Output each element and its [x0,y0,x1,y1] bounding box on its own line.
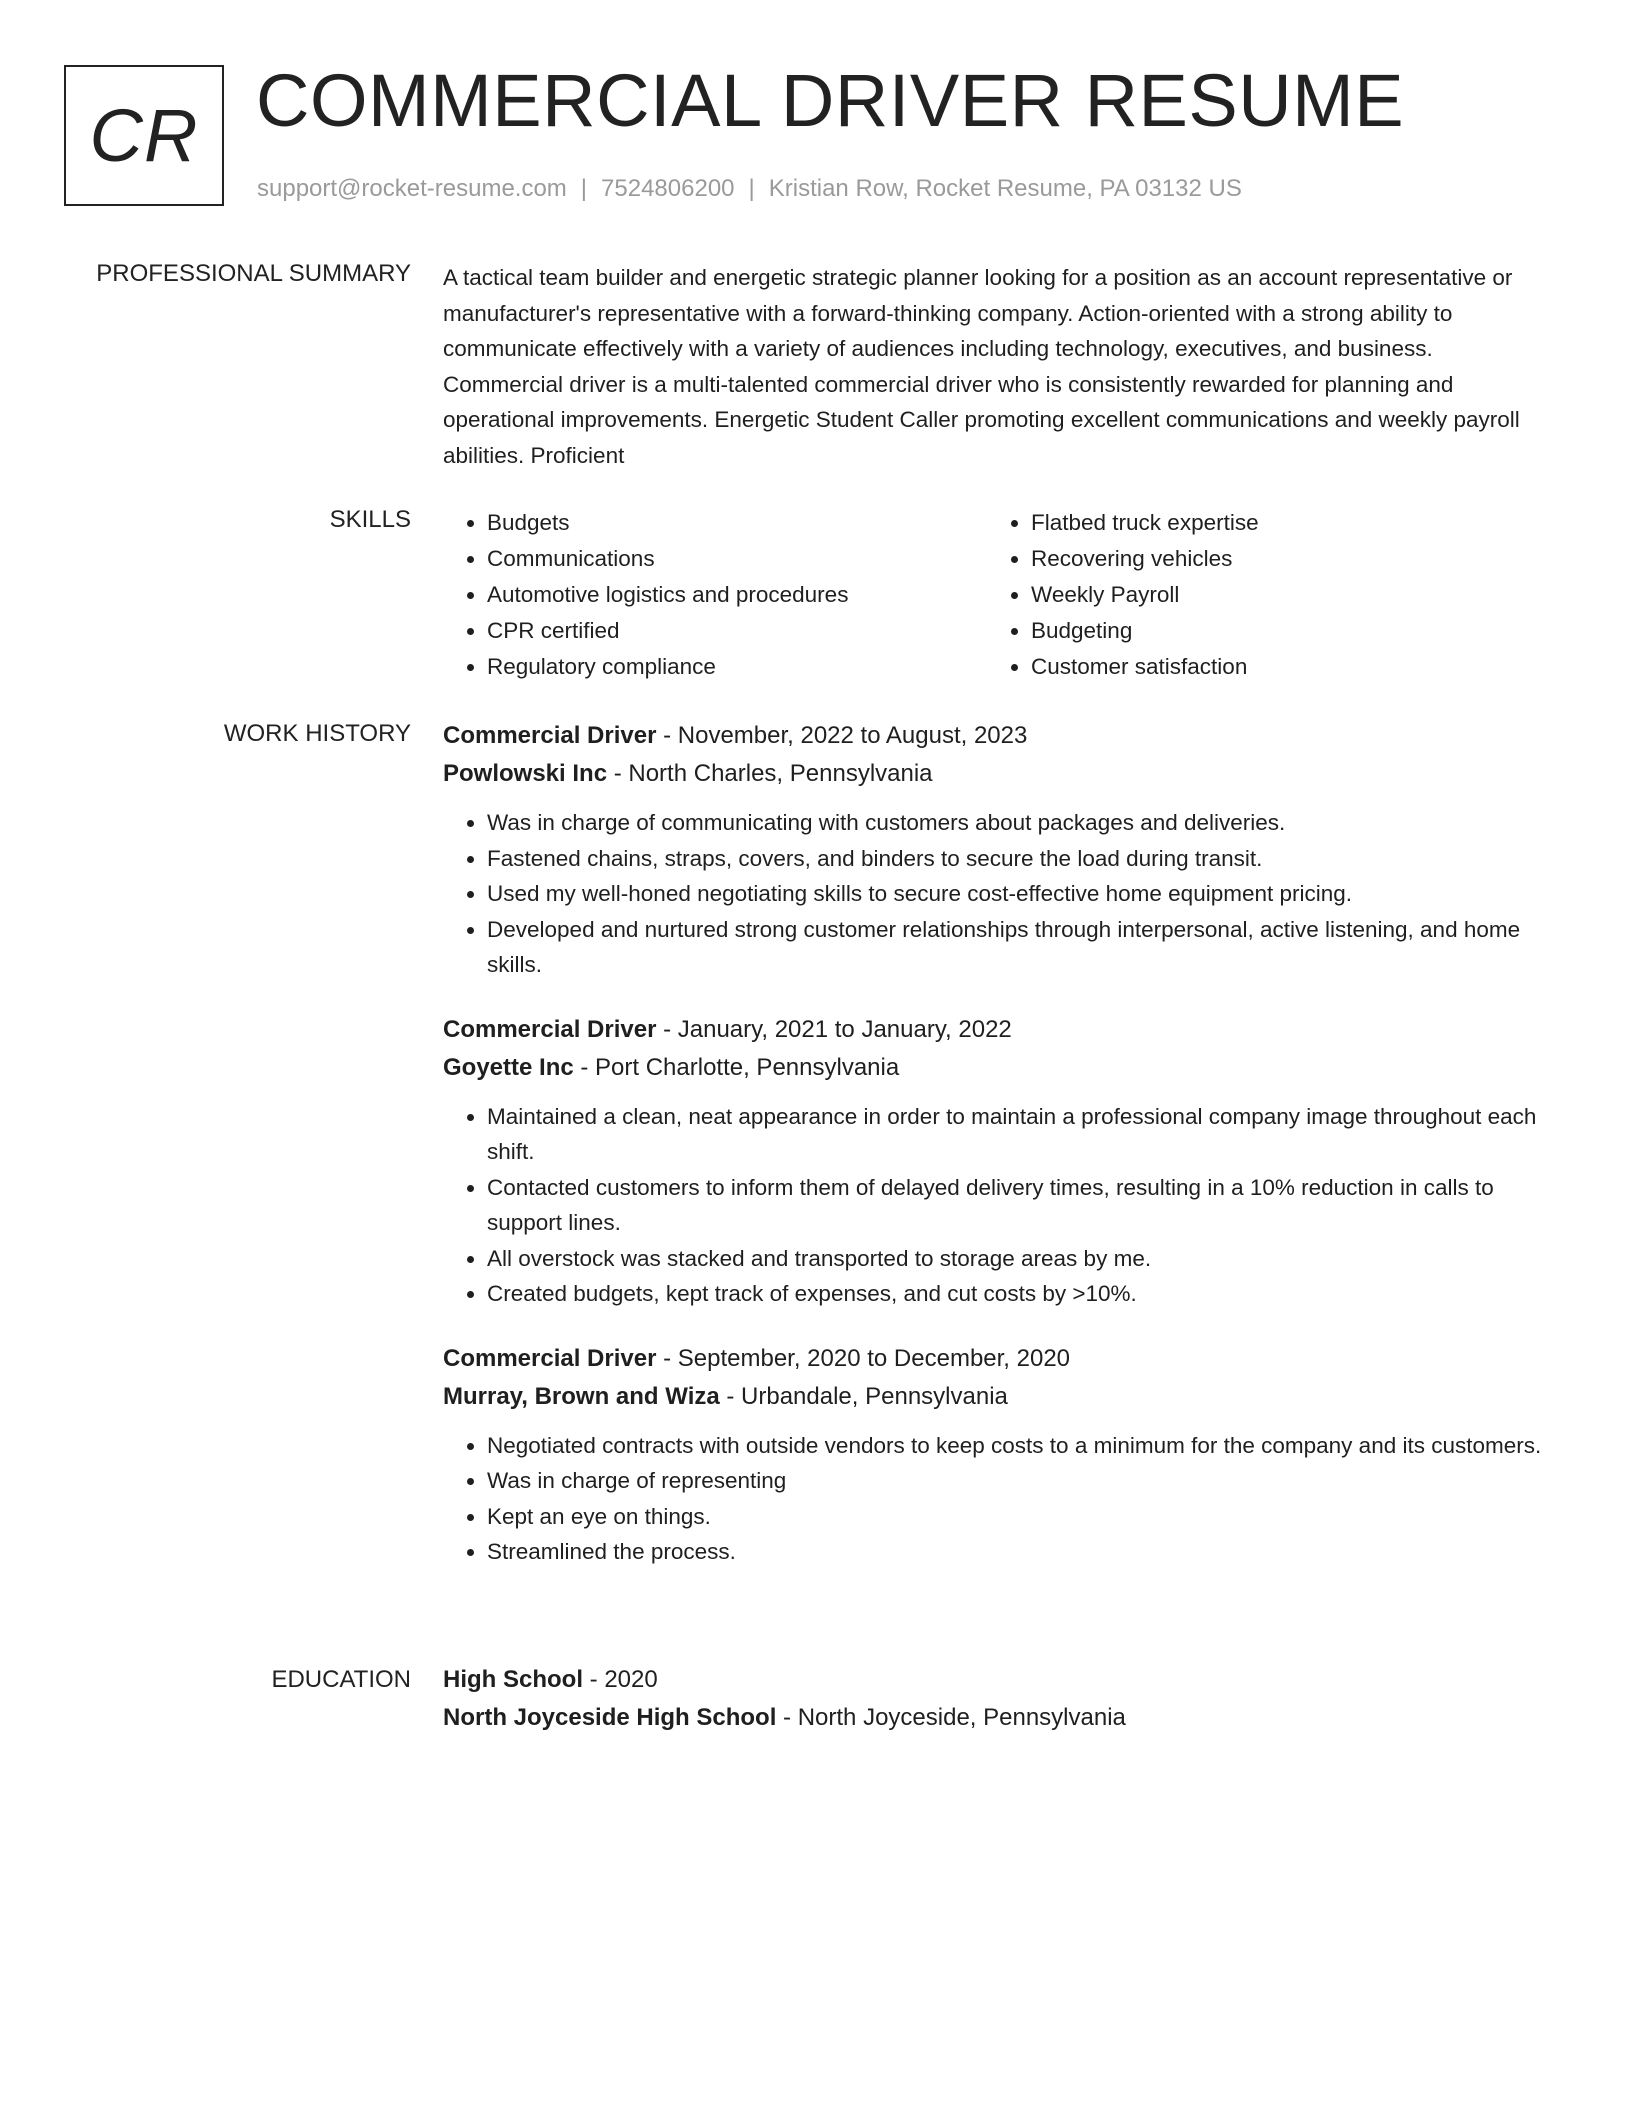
monogram-box [64,65,224,206]
job-entry [443,717,1553,983]
job-title: Commercial Driver [443,1015,657,1043]
job-location: - North Charles, Pennsylvania [607,760,933,787]
job-bullets [443,1099,1553,1312]
skills-columns [443,505,1553,685]
job-company-line [443,755,1553,793]
skill-item: • Regulatory compliance [487,649,987,685]
section-label-summary: PROFESSIONAL SUMMARY [96,260,411,287]
job-location: - Port Charlotte, Pennsylvania [573,1053,900,1081]
job-bullets [443,805,1553,983]
work-history-body [443,717,1553,1598]
section-label-education: EDUCATION [271,1666,411,1693]
skill-item: • Customer satisfaction [1031,649,1531,685]
skill-item: • Communications [487,541,987,577]
skills-list-left [443,505,987,685]
job-bullet: • Contacted customers to inform them of delayed delivery times, resulting in a 10% reduction in calls to support lines. [487,1170,1553,1241]
skill-item: • CPR certified [487,613,987,649]
skill-item: • Budgeting [1031,613,1531,649]
job-entry [443,1340,1553,1570]
job-bullet: • Developed and nurtured strong customer relationships through interpersonal, active listening, and home skills. [487,912,1553,983]
page-title: COMMERCIAL DRIVER RESUME [256,59,1405,142]
job-dates: - November, 2022 to August, 2023 [656,722,1028,749]
job-bullet: • Used my well-honed negotiating skills to secure cost-effective home equipment pricing. [487,876,1553,912]
summary-body [443,260,1553,473]
job-bullet: • Was in charge of communicating with customers about packages and deliveries. [487,805,1553,841]
summary-text: A tactical team builder and energetic strategic planner looking for a position as an account representative or manufacturer's representative with a forward-thinking company. Action-oriented with a strong ability to communicate effectively with a variety of audiences including technology, executives, and business. Commercial driver is a multi-talented commercial driver who is consistently rewarded for planning and operational improvements. Energetic Student Caller promoting excellent communications and weekly payroll abilities. Proficient [443,265,1520,468]
job-bullet: • Maintained a clean, neat appearance in order to maintain a professional company image throughout each shift. [487,1099,1553,1170]
contact-line [257,174,1242,204]
education-degree: High School [443,1666,583,1693]
contact-phone: 7524806200 [601,175,735,202]
contact-address: Kristian Row, Rocket Resume, PA 03132 US [768,175,1242,202]
skill-item: • Flatbed truck expertise [1031,505,1531,541]
job-bullet: • Fastened chains, straps, covers, and binders to secure the load during transit. [487,841,1553,877]
education-school: North Joyceside High School [443,1704,777,1731]
education-year: - 2020 [583,1666,658,1693]
job-title: Commercial Driver [443,1344,657,1372]
job-company: Goyette Inc [443,1053,574,1081]
job-bullet: • All overstock was stacked and transported to storage areas by me. [487,1241,1553,1277]
job-bullet: • Was in charge of representing [487,1463,1553,1499]
job-company: Powlowski Inc [443,760,608,787]
education-school-line [443,1699,1553,1737]
contact-separator: | [580,175,588,202]
skill-item: • Weekly Payroll [1031,577,1531,613]
job-bullet: • Streamlined the process. [487,1534,1553,1570]
job-company-line [443,1049,1553,1087]
job-location: - Urbandale, Pennsylvania [719,1382,1008,1410]
section-label-skills: SKILLS [329,506,411,533]
education-location: - North Joyceside, Pennsylvania [776,1704,1126,1731]
job-title: Commercial Driver [443,722,657,749]
job-title-line [443,1011,1553,1049]
education-degree-line [443,1661,1553,1699]
job-bullet: • Created budgets, kept track of expenses, and cut costs by >10%. [487,1276,1553,1312]
job-company: Murray, Brown and Wiza [443,1382,720,1410]
job-company-line [443,1378,1553,1416]
job-bullet: • Kept an eye on things. [487,1499,1553,1535]
skills-list-right [987,505,1531,685]
contact-separator: | [748,175,755,202]
section-label-work-history: WORK HISTORY [223,720,411,747]
skill-item: • Budgets [487,505,987,541]
skills-body [443,505,1553,685]
job-bullet: • Negotiated contracts with outside vendors to keep costs to a minimum for the company and its customers. [487,1428,1553,1464]
monogram-initials: CR [89,94,199,177]
job-bullets [443,1428,1553,1570]
job-entry [443,1011,1553,1312]
job-title-line [443,1340,1553,1378]
skill-item: • Automotive logistics and procedures [487,577,987,613]
education-body [443,1661,1553,1737]
job-dates: - September, 2020 to December, 2020 [656,1344,1071,1372]
skill-item: • Recovering vehicles [1031,541,1531,577]
job-title-line [443,717,1553,755]
job-dates: - January, 2021 to January, 2022 [656,1015,1012,1043]
contact-email: support@rocket-resume.com [257,175,567,202]
